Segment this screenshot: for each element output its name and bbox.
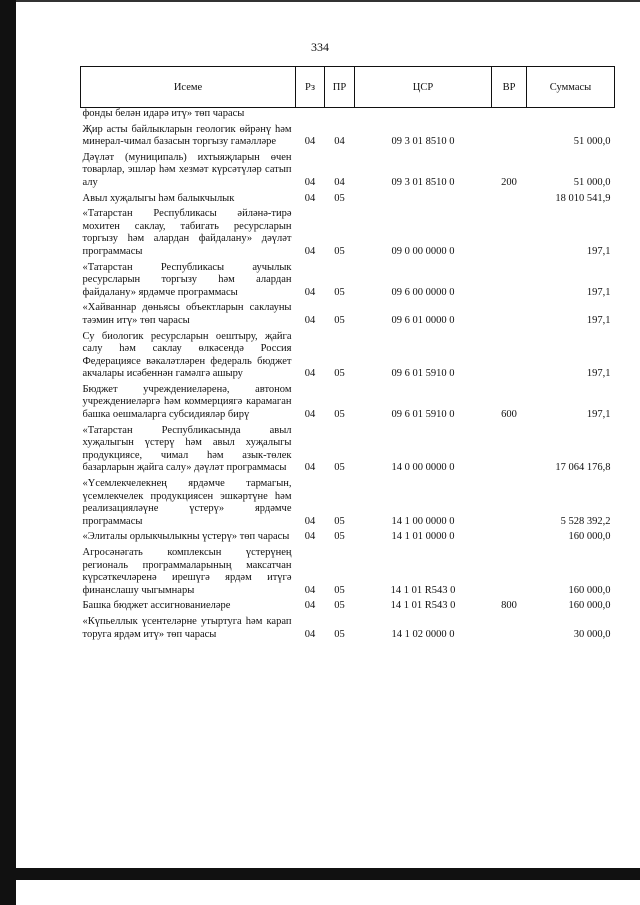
table-row xyxy=(81,613,615,641)
header-sum: Суммасы xyxy=(527,67,615,108)
cell-vr xyxy=(492,422,527,475)
cell-csr: 14 1 00 0000 0 xyxy=(391,515,455,527)
cell-pr: 04 xyxy=(334,136,345,148)
cell-name: Бюджет учреждениеләренә, автоном учреждениеләргә һәм коммерциягә карамаган башка оешмаларга субсидияләр бирү xyxy=(82,383,292,421)
cell-name: Җир асты байлыкларын геологик өйрәнү һәм минерал-чимал базасын торгызу гамәлләре xyxy=(82,123,292,148)
header-vr: ВР xyxy=(492,67,527,108)
cell-name: «Татарстан Республикасы аучылык ресурсларын торгызу һәм алардан файдалану» ярдәмче программасы xyxy=(82,261,292,298)
table-row xyxy=(81,475,615,528)
cell-sum: 30 000,0 xyxy=(573,628,611,640)
table-row xyxy=(81,205,615,258)
table-row xyxy=(81,108,615,121)
cell-pr: 05 xyxy=(334,531,345,543)
cell-name: Башка бюджет ассигнованиеләре xyxy=(82,600,231,612)
header-pr: ПР xyxy=(325,67,355,108)
cell-csr: 14 1 02 0000 0 xyxy=(391,628,455,640)
cell-rz: 04 xyxy=(304,192,316,204)
cell-vr xyxy=(492,544,527,597)
cell-sum: 5 528 392,2 xyxy=(560,515,611,527)
table-row xyxy=(81,544,615,597)
cell-rz: 04 xyxy=(304,136,316,148)
table-row xyxy=(81,259,615,300)
table-row xyxy=(81,149,615,190)
cell-csr xyxy=(355,108,492,121)
table-row xyxy=(81,299,615,327)
cell-rz: 04 xyxy=(304,286,316,298)
cell-csr: 09 6 00 0000 0 xyxy=(391,286,455,298)
cell-vr xyxy=(492,613,527,641)
cell-pr: 04 xyxy=(334,176,345,188)
cell-name: «Татарстан Республикасы әйләнә-тирә мохитен саклау, табигать ресурсларын торгызу һәм алардан файдалану» дәүләт программасы xyxy=(82,208,292,257)
header-name: Исеме xyxy=(81,67,296,108)
cell-vr: 800 xyxy=(501,600,517,612)
cell-csr: 09 0 00 0000 0 xyxy=(391,245,455,257)
cell-rz: 04 xyxy=(304,600,316,612)
cell-vr xyxy=(492,121,527,149)
cell-sum: 197,1 xyxy=(586,286,611,298)
cell-pr: 05 xyxy=(334,462,345,474)
cell-pr: 05 xyxy=(334,515,345,527)
cell-sum: 160 000,0 xyxy=(568,531,611,543)
cell-csr: 09 3 01 8510 0 xyxy=(391,136,455,148)
cell-name: «Элиталы орлыкчылыкны үстерү» төп чарасы xyxy=(82,531,290,543)
cell-vr xyxy=(492,328,527,381)
cell-csr: 14 1 01 R543 0 xyxy=(390,600,456,612)
cell-rz: 04 xyxy=(304,628,316,640)
cell-pr: 05 xyxy=(334,584,345,596)
cell-vr xyxy=(492,528,527,544)
cell-pr: 05 xyxy=(334,368,345,380)
cell-vr xyxy=(492,475,527,528)
table-row xyxy=(81,121,615,149)
cell-csr: 09 3 01 8510 0 xyxy=(391,176,455,188)
cell-name: Дәүләт (муниципаль) ихтыяҗларын өчен товарлар, эшләр һәм хезмәт күрсәтүләр сатып алу xyxy=(82,151,292,188)
table-row xyxy=(81,597,615,613)
table-row xyxy=(81,328,615,381)
budget-table xyxy=(80,66,615,641)
cell-sum: 160 000,0 xyxy=(568,600,611,612)
cell-pr: 05 xyxy=(334,286,345,298)
cell-rz: 04 xyxy=(304,409,316,421)
cell-csr: 14 0 00 0000 0 xyxy=(391,462,455,474)
cell-rz: 04 xyxy=(304,531,316,543)
table-body xyxy=(81,108,615,642)
cell-csr: 14 1 01 0000 0 xyxy=(391,531,455,543)
table-row xyxy=(81,190,615,206)
cell-name: Авыл хуҗалыгы һәм балыкчылык xyxy=(82,192,235,204)
cell-rz: 04 xyxy=(304,314,316,326)
cell-pr: 05 xyxy=(334,600,345,612)
cell-pr: 05 xyxy=(334,628,345,640)
cell-sum: 197,1 xyxy=(586,368,611,380)
cell-name: Агросәнәгать комплексын үстерүнең региональ программаларының максатчан күрсәткечләренә ирешүгә ярдәм итүгә финанслашу чыгымнары xyxy=(82,547,292,596)
cell-vr xyxy=(492,259,527,300)
cell-sum: 18 010 541,9 xyxy=(555,192,611,204)
cell-pr xyxy=(325,108,355,121)
cell-vr xyxy=(492,190,527,206)
table-row xyxy=(81,422,615,475)
cell-rz: 04 xyxy=(304,584,316,596)
cell-rz: 04 xyxy=(304,462,316,474)
table-row xyxy=(81,528,615,544)
table-row xyxy=(81,381,615,422)
cell-pr: 05 xyxy=(334,192,345,204)
header-rz: Рз xyxy=(296,67,325,108)
page-number: 334 xyxy=(311,40,329,54)
header-csr: ЦСР xyxy=(355,67,492,108)
cell-vr xyxy=(492,108,527,121)
scan-bottom-edge xyxy=(0,868,640,880)
cell-vr xyxy=(492,299,527,327)
cell-csr: 14 1 01 R543 0 xyxy=(390,584,456,596)
cell-vr xyxy=(492,205,527,258)
cell-csr xyxy=(355,190,492,206)
cell-csr: 09 6 01 5910 0 xyxy=(391,409,455,421)
cell-sum: 197,1 xyxy=(586,245,611,257)
cell-name: «Хайваннар дөньясы объектларын саклауны тәэмин итү» төп чарасы xyxy=(82,302,292,326)
cell-sum: 17 064 176,8 xyxy=(555,462,611,474)
cell-vr: 200 xyxy=(501,176,517,188)
cell-rz: 04 xyxy=(304,515,316,527)
cell-pr: 05 xyxy=(334,245,345,257)
cell-rz: 04 xyxy=(304,176,316,188)
cell-sum: 160 000,0 xyxy=(568,584,611,596)
cell-sum xyxy=(527,108,615,121)
scan-top-edge xyxy=(16,0,640,2)
cell-name: «Күпьеллык үсентеләрне утыртуга һәм карап торуга ярдәм итү» төп чарасы xyxy=(82,615,292,640)
cell-csr: 09 6 01 5910 0 xyxy=(391,368,455,380)
cell-sum: 197,1 xyxy=(586,314,611,326)
cell-rz xyxy=(296,108,325,121)
cell-name: фонды белән идарә итү» төп чарасы xyxy=(82,108,245,119)
cell-sum: 51 000,0 xyxy=(573,136,611,148)
cell-name: «Үсемлекчелекнең ярдәмче тармагын, үсемлекчелек продукциясен эшкәртүне һәм реализацияләүне үстерү» ярдәмче программасы xyxy=(82,478,292,527)
scan-left-edge xyxy=(0,0,16,905)
cell-rz: 04 xyxy=(304,245,316,257)
cell-csr: 09 6 01 0000 0 xyxy=(391,314,455,326)
cell-name: Су биологик ресурсларын оештыру, җайга салу һәм саклау өлкәсендә Россия Федерациясе вәкаләтләрен федераль бюджет акчалары исәбеннән гамәлгә ашыру xyxy=(82,330,292,380)
cell-pr: 05 xyxy=(334,314,345,326)
cell-rz: 04 xyxy=(304,368,316,380)
table-header-row xyxy=(81,67,615,108)
cell-pr: 05 xyxy=(334,409,345,421)
cell-sum: 197,1 xyxy=(586,409,611,421)
cell-name: «Татарстан Республикасында авыл хуҗалыгын үстерү һәм авыл хуҗалыгы продукциясе, чимал һәм азык-төлек базарларын җайга салу» дәүләт программасы xyxy=(82,424,292,474)
cell-vr: 600 xyxy=(501,409,517,421)
cell-sum: 51 000,0 xyxy=(573,176,611,188)
